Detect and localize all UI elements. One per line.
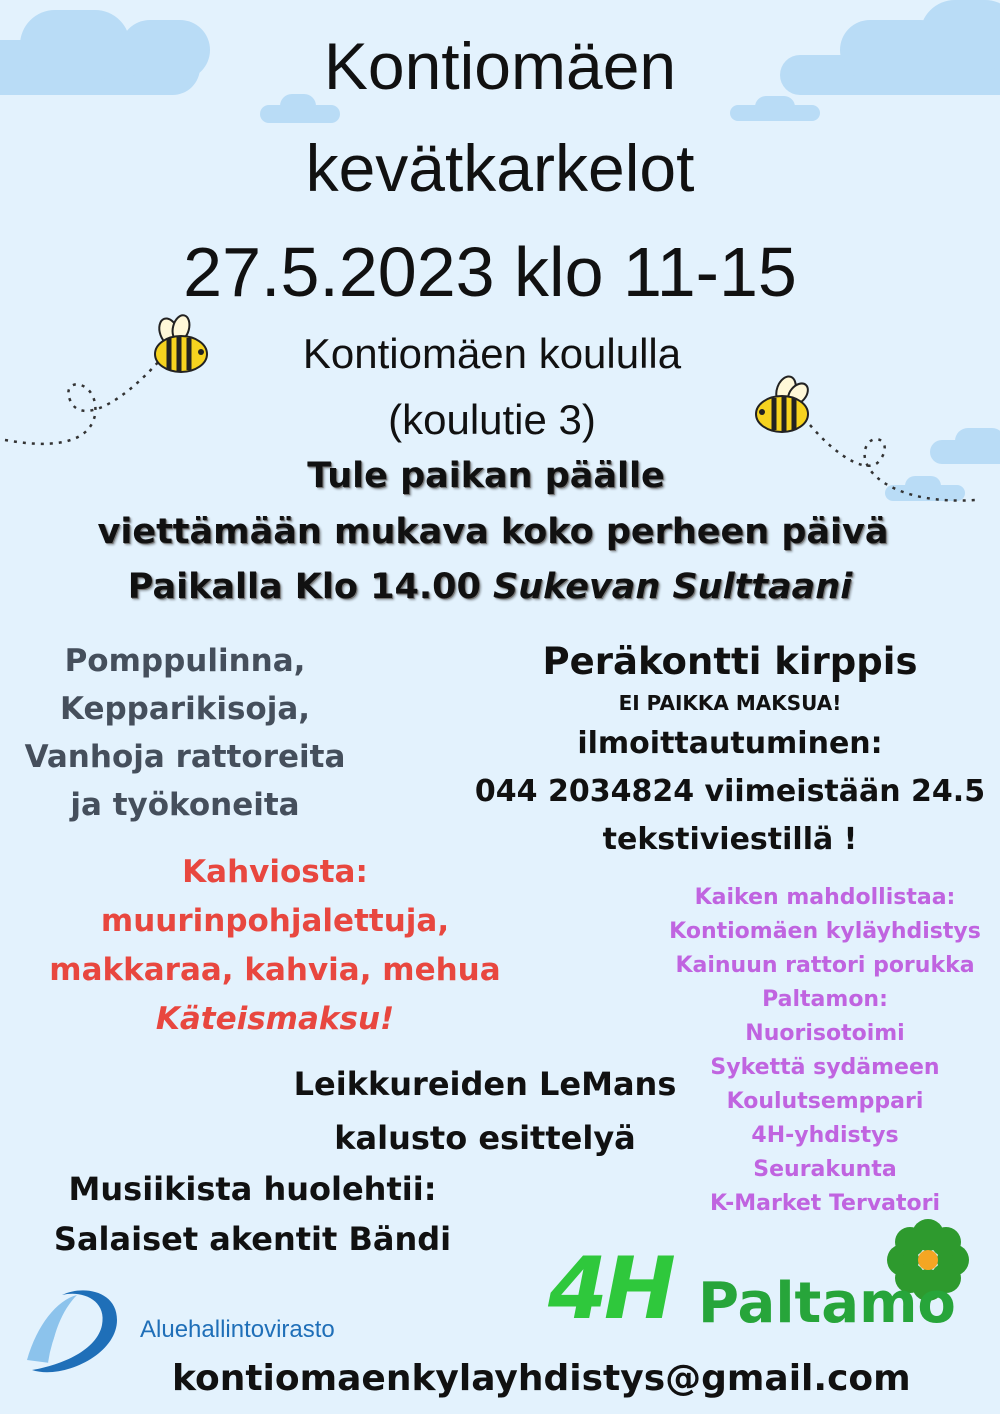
- cafe-section: [20, 848, 530, 1044]
- cafe-item-line: muurinpohjalettuja,: [100, 903, 450, 939]
- title-line-2: kevätkarkelot: [305, 131, 695, 205]
- flea-market-title: Peräkontti kirppis: [542, 640, 918, 683]
- flea-market-note: EI PAIKKA MAKSUA!: [618, 691, 842, 715]
- sponsor-item: Kontiomäen kyläyhdistys: [669, 919, 981, 944]
- activity-item: Kepparikisoja,: [59, 691, 311, 727]
- cafe-title: Kahviosta:: [182, 854, 368, 890]
- lemans-subtitle: kalusto esittelyä: [334, 1119, 636, 1157]
- registration-method: tekstiviestillä !: [602, 822, 858, 857]
- invite-line-1: Tule paikan päälle: [307, 456, 665, 496]
- venue-address: (koulutie 3): [388, 396, 596, 443]
- sponsors-heading: Kaiken mahdollistaa:: [694, 885, 956, 910]
- activities-list: [0, 637, 370, 829]
- invite-line-3: [0, 567, 990, 607]
- sponsor-item: Koulutsemppari: [726, 1089, 924, 1114]
- fourh-place: Paltamo: [698, 1271, 956, 1336]
- venue-name: Kontiomäen koululla: [302, 330, 682, 377]
- avi-logo-icon: [22, 1285, 127, 1380]
- sponsor-item: 4H-yhdistys: [751, 1123, 899, 1148]
- contact-email-link[interactable]: kontiomaenkylayhdistys@gmail.com: [172, 1358, 911, 1399]
- performance-time: Paikalla Klo 14.00: [127, 567, 481, 607]
- lemans-title: Leikkureiden LeMans: [293, 1065, 677, 1103]
- title-line-1: Kontiomäen: [323, 29, 677, 103]
- cafe-item-line: makkaraa, kahvia, mehua: [49, 952, 501, 988]
- activity-item: Pomppulinna,: [64, 643, 306, 679]
- flea-market-section: [470, 638, 990, 864]
- avi-logo-text: Aluehallintovirasto: [140, 1316, 335, 1343]
- fourh-paltamo-logo: [548, 1235, 988, 1345]
- activity-item: Vanhoja rattoreita: [24, 739, 346, 775]
- fourh-mark: 4H: [548, 1239, 672, 1339]
- sponsor-item: Sykettä sydämeen: [710, 1055, 940, 1080]
- event-date-time: 27.5.2023 klo 11-15: [183, 233, 797, 311]
- sponsor-item: Seurakunta: [753, 1157, 897, 1182]
- invite-line-2: viettämään mukava koko perheen päivä: [97, 512, 889, 552]
- registration-label: ilmoittautuminen:: [577, 726, 883, 761]
- sponsor-item: K-Market Tervatori: [709, 1191, 941, 1216]
- sponsor-item: Paltamon:: [762, 987, 888, 1012]
- cafe-payment-note: Käteismaksu!: [155, 1001, 395, 1037]
- sponsor-item: Kainuun rattori porukka: [675, 953, 975, 978]
- sponsor-item: Nuorisotoimi: [745, 1021, 905, 1046]
- registration-phone: 044 2034824 viimeistään 24.5: [474, 774, 986, 809]
- activity-item: ja työkoneita: [70, 787, 300, 823]
- music-section: [20, 1164, 485, 1264]
- music-label: Musiikista huolehtii:: [68, 1170, 437, 1208]
- band-name: Salaiset akentit Bändi: [53, 1220, 452, 1258]
- lemans-section: [260, 1057, 710, 1165]
- performer-name: Sukevan Sulttaani: [493, 567, 853, 607]
